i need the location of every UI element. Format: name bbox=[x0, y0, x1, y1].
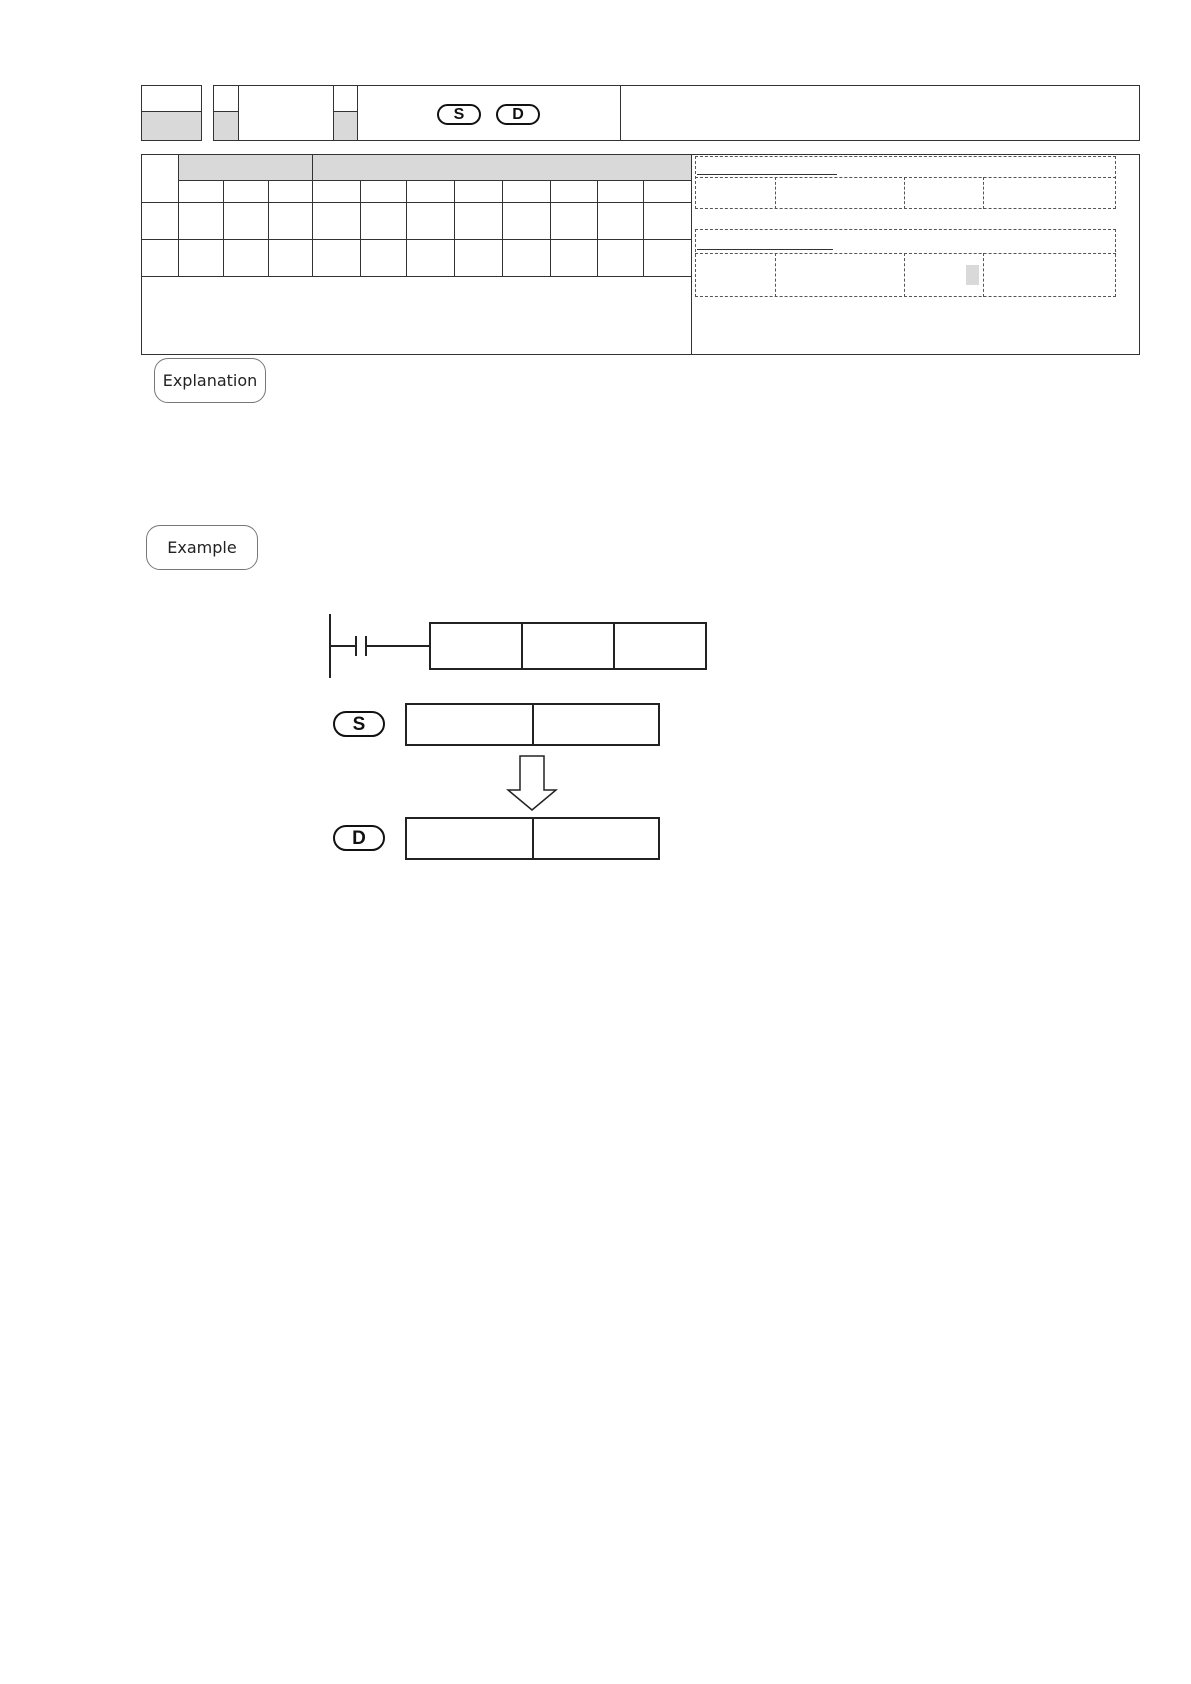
explanation-label: Explanation bbox=[154, 358, 266, 403]
device-subheader-cell bbox=[268, 180, 313, 203]
device-table-corner bbox=[141, 154, 179, 203]
device-subheader-cell bbox=[597, 180, 644, 203]
header-cell-p-flag bbox=[333, 85, 358, 112]
header-cell-operands bbox=[357, 85, 621, 141]
operand-note-underline-2 bbox=[697, 249, 833, 250]
device-row-1-cell bbox=[406, 202, 455, 240]
device-subheader-cell bbox=[550, 180, 598, 203]
source-register-high bbox=[406, 704, 533, 745]
device-row-2-cell bbox=[268, 239, 313, 277]
operand-note-sep-1c bbox=[983, 177, 984, 209]
destination-register-high bbox=[406, 818, 533, 859]
destination-register-low bbox=[533, 818, 659, 859]
instruction-cell-source bbox=[522, 623, 614, 669]
device-row-1-cell bbox=[597, 202, 644, 240]
ladder-diagram bbox=[320, 610, 720, 870]
destination-oval-text: D bbox=[352, 828, 366, 849]
device-row-2-cell bbox=[312, 239, 361, 277]
operand-note-underline-1 bbox=[697, 174, 837, 175]
header-cell-d-flag-bottom bbox=[213, 111, 239, 141]
device-subheader-cell bbox=[406, 180, 455, 203]
operand-note-sep-2a bbox=[775, 253, 776, 297]
header-operand-d: D bbox=[496, 104, 540, 125]
device-row-1-cell bbox=[312, 202, 361, 240]
device-row-1-cell bbox=[178, 202, 224, 240]
device-row-2-cell bbox=[178, 239, 224, 277]
header-operand-s: S bbox=[437, 104, 481, 125]
transfer-arrow bbox=[508, 756, 556, 810]
source-register-low bbox=[533, 704, 659, 745]
device-row-1-cell bbox=[268, 202, 313, 240]
instruction-cell-destination bbox=[614, 623, 706, 669]
device-row-2-cell bbox=[360, 239, 407, 277]
operand-note-sep-2b bbox=[904, 253, 905, 297]
device-subheader-cell bbox=[312, 180, 361, 203]
header-cell-function bbox=[620, 85, 1140, 141]
instruction-cell-mnemonic bbox=[430, 623, 522, 669]
device-row-2-cell bbox=[597, 239, 644, 277]
device-row-2-cell bbox=[502, 239, 551, 277]
operand-note-row-1 bbox=[695, 177, 1116, 209]
device-subheader-cell bbox=[643, 180, 692, 203]
device-row-1-cell bbox=[502, 202, 551, 240]
operand-note-row-2 bbox=[695, 253, 1116, 297]
device-row-1-cell bbox=[141, 202, 179, 240]
source-oval-text: S bbox=[352, 714, 366, 735]
device-row-1-cell bbox=[454, 202, 503, 240]
device-row-2-cell bbox=[550, 239, 598, 277]
device-group-header-word bbox=[312, 154, 692, 181]
device-row-2-cell bbox=[141, 239, 179, 277]
header-cell-api-bottom bbox=[141, 111, 202, 141]
device-subheader-cell bbox=[454, 180, 503, 203]
device-row-2-cell bbox=[643, 239, 692, 277]
device-row-1-cell bbox=[360, 202, 407, 240]
device-subheader-cell bbox=[223, 180, 269, 203]
header-cell-api-top bbox=[141, 85, 202, 112]
device-row-2-cell bbox=[454, 239, 503, 277]
operand-note-shade-mark bbox=[966, 265, 979, 285]
device-row-2-cell bbox=[223, 239, 269, 277]
device-row-1-cell bbox=[550, 202, 598, 240]
device-group-header-bit bbox=[178, 154, 313, 181]
device-subheader-cell bbox=[178, 180, 224, 203]
device-row-1-cell bbox=[643, 202, 692, 240]
operand-note-sep-2c bbox=[983, 253, 984, 297]
operand-note-sep-1b bbox=[904, 177, 905, 209]
header-cell-p-flag-bottom bbox=[333, 111, 358, 141]
device-row-1-cell bbox=[223, 202, 269, 240]
header-cell-d-flag bbox=[213, 85, 239, 112]
device-subheader-cell bbox=[360, 180, 407, 203]
device-subheader-cell bbox=[502, 180, 551, 203]
example-label: Example bbox=[146, 525, 258, 570]
device-row-2-cell bbox=[406, 239, 455, 277]
operand-note-sep-1a bbox=[775, 177, 776, 209]
header-cell-mnemonic bbox=[238, 85, 334, 141]
